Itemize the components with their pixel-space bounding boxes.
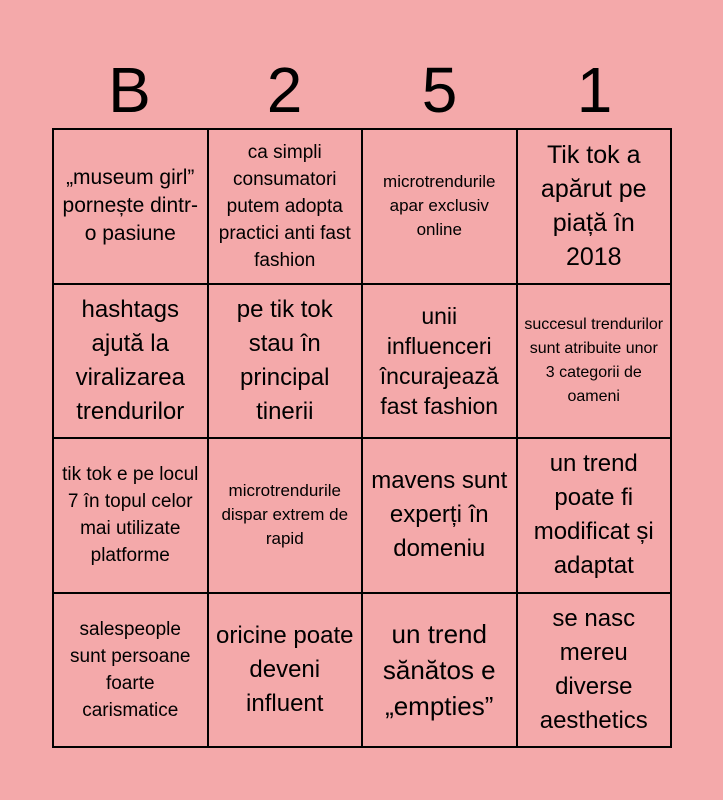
- bingo-cell[interactable]: [54, 130, 209, 285]
- bingo-cell[interactable]: [54, 594, 209, 749]
- bingo-cell[interactable]: [54, 285, 209, 440]
- bingo-cell-text: oricine poate deveni influent: [216, 621, 354, 717]
- bingo-cell[interactable]: [363, 285, 518, 440]
- bingo-cell[interactable]: [209, 594, 364, 749]
- header-letter: B: [108, 54, 151, 126]
- bingo-cell[interactable]: [209, 285, 364, 440]
- bingo-cell-text: succesul trendurilor sunt atribuite unor 3 categorii de oameni: [524, 315, 664, 405]
- bingo-cell-text: se nasc mereu diverse aesthetics: [539, 604, 648, 734]
- bingo-cell[interactable]: [518, 130, 673, 285]
- bingo-cell[interactable]: [518, 439, 673, 594]
- bingo-cell[interactable]: [363, 439, 518, 594]
- bingo-cell-text: un trend poate fi modificat și adaptat: [533, 450, 654, 580]
- header-letter: 1: [576, 54, 613, 126]
- bingo-cell-text: un trend sănătos e „empties”: [382, 618, 496, 721]
- header-letter: 5: [421, 54, 458, 126]
- bingo-cell-text: ca simpli consumatori putem adopta practici anti fast fashion: [218, 141, 351, 271]
- bingo-cell-text: microtrendurile apar exclusiv online: [383, 172, 496, 240]
- bingo-cell[interactable]: [363, 594, 518, 749]
- bingo-cell-text: mavens sunt experți în domeniu: [371, 467, 508, 563]
- bingo-board: [52, 128, 672, 748]
- bingo-cell[interactable]: [363, 130, 518, 285]
- bingo-cell-text: salespeople sunt persoane foarte carismatice: [70, 618, 191, 721]
- bingo-cell-text: Tik tok a apărut pe piață în 2018: [540, 141, 647, 272]
- bingo-cell-text: pe tik tok stau în principal tinerii: [236, 295, 333, 425]
- bingo-cell[interactable]: [518, 594, 673, 749]
- bingo-cell[interactable]: [209, 439, 364, 594]
- bingo-cell[interactable]: [518, 285, 673, 440]
- bingo-cell[interactable]: [209, 130, 364, 285]
- bingo-cell-text: unii influenceri încurajează fast fashion: [379, 302, 499, 419]
- bingo-cell-text: tik tok e pe locul 7 în topul celor mai utilizate platforme: [62, 464, 199, 567]
- bingo-cell[interactable]: [54, 439, 209, 594]
- bingo-header: [52, 52, 672, 128]
- header-letter: 2: [266, 54, 303, 126]
- bingo-cell-text: „museum girl” pornește dintr-o pasiune: [62, 166, 198, 246]
- bingo-cell-text: hashtags ajută la viralizarea trendurilor: [75, 295, 185, 425]
- bingo-cell-text: microtrendurile dispar extrem de rapid: [221, 481, 349, 549]
